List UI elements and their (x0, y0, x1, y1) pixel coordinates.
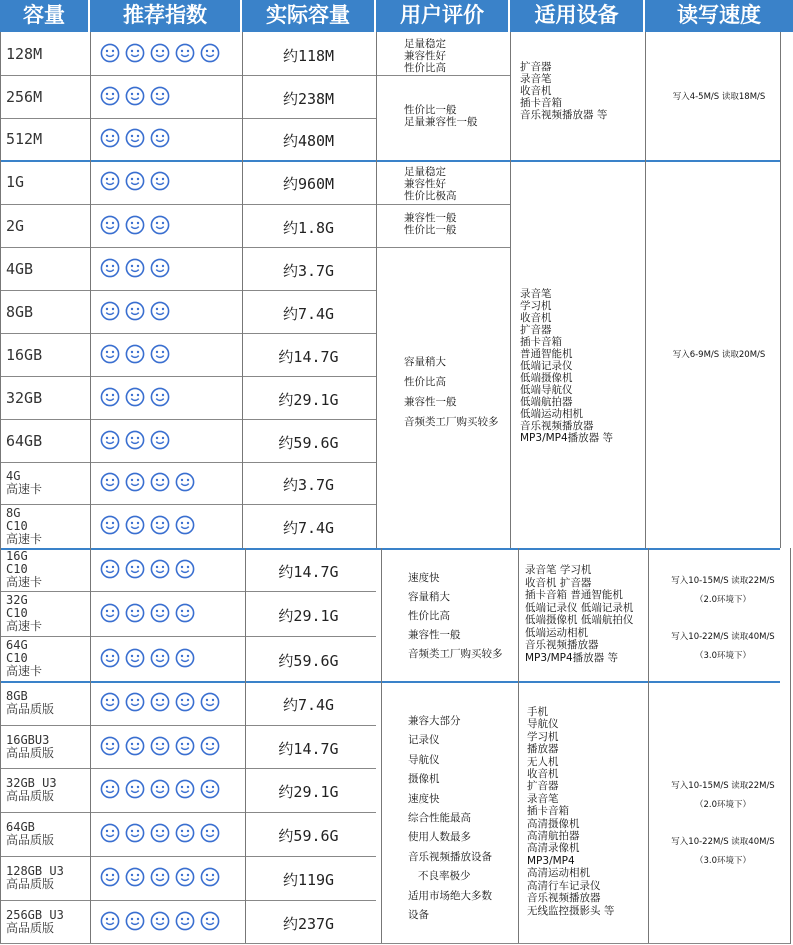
smiley-icon (150, 823, 170, 845)
actual-capacity-cell: 约14.7G (278, 347, 339, 366)
header-review: 用户评价 (376, 0, 510, 32)
smiley-icon (175, 692, 195, 714)
capacity-cell: 256M (6, 87, 43, 106)
smiley-icon (100, 692, 120, 714)
smiley-icon (175, 736, 195, 758)
column-divider (780, 32, 781, 548)
review-4g-range: 容量稍大 性价比高 兼容性一般 音频类工厂购买较多 (404, 356, 499, 428)
smiley-icon (100, 344, 120, 366)
smiley-icon (150, 911, 170, 933)
smiley-icon (200, 692, 220, 714)
smiley-icon (100, 823, 120, 845)
smiley-icon (125, 128, 145, 150)
smiley-icon (150, 301, 170, 323)
smiley-icon (175, 779, 195, 801)
smiley-icon (150, 603, 170, 625)
smiley-icon (125, 43, 145, 65)
actual-capacity-cell: 约960M (282, 175, 335, 193)
actual-capacity-cell: 约7.4G (282, 304, 335, 323)
smiley-icon (125, 301, 145, 323)
smiley-icon (150, 867, 170, 889)
speed-group-4a: 写入10-15M/S 读取22M/S (671, 781, 775, 791)
actual-capacity-cell: 约59.6G (278, 433, 339, 452)
actual-capacity-cell: 约59.6G (278, 827, 339, 845)
devices-group-2: 录音笔 学习机 收音机 扩音器 插卡音箱 普通智能机 低端记录仪 低端摄像机 低端导航仪 低端航拍器 低端运动相机 音乐视频播放器 MP3/MP4播放器 等 (520, 288, 614, 444)
rating-smileys (100, 823, 220, 845)
column-divider (0, 32, 1, 944)
rating-smileys (100, 215, 170, 237)
smiley-icon (150, 128, 170, 150)
actual-capacity-cell: 约29.1G (278, 606, 339, 625)
table-header (0, 0, 793, 32)
rating-smileys (100, 258, 170, 280)
smiley-icon (175, 43, 195, 65)
smiley-icon (200, 779, 220, 801)
smiley-icon (150, 387, 170, 409)
actual-capacity-cell: 约14.7G (278, 562, 339, 581)
actual-capacity-cell: 约118M (282, 46, 335, 65)
rating-smileys (100, 430, 170, 452)
devices-group-1: 扩音器 录音笔 收音机 插卡音箱 音乐视频播放器 等 (520, 61, 608, 121)
rating-smileys (100, 515, 195, 537)
actual-capacity-cell: 约238M (282, 89, 335, 108)
column-divider (90, 32, 91, 944)
actual-capacity-cell: 约1.8G (282, 218, 335, 237)
rating-smileys (100, 171, 170, 193)
smiley-icon (100, 387, 120, 409)
review-divider (376, 75, 510, 76)
capacity-cell: 32G C10 高速卡 (6, 593, 43, 633)
smiley-icon (125, 559, 145, 581)
smiley-icon (150, 430, 170, 452)
rating-smileys (100, 344, 170, 366)
column-divider (381, 548, 382, 944)
column-divider (645, 32, 646, 548)
smiley-icon (100, 472, 120, 494)
smiley-icon (125, 603, 145, 625)
speed-group-3a: 写入10-15M/S 读取22M/S (671, 576, 775, 586)
rating-smileys (100, 736, 220, 758)
column-divider (510, 32, 511, 548)
smiley-icon (100, 171, 120, 193)
column-divider (245, 548, 246, 944)
smiley-icon (100, 736, 120, 758)
rating-smileys (100, 911, 220, 933)
smiley-icon (125, 215, 145, 237)
smiley-icon (150, 86, 170, 108)
capacity-cell: 4G 高速卡 (6, 469, 43, 496)
row-divider (0, 812, 376, 813)
smiley-icon (100, 258, 120, 280)
capacity-cell: 2G (6, 216, 25, 235)
speed-group-4d: （3.0环境下） (694, 856, 752, 866)
review-256m: 性价比一般 足量兼容性一般 (404, 104, 478, 128)
review-divider (376, 247, 510, 248)
smiley-icon (100, 603, 120, 625)
rating-smileys (100, 387, 170, 409)
actual-capacity-cell: 约7.4G (282, 696, 335, 714)
smiley-icon (100, 648, 120, 670)
smiley-icon (200, 43, 220, 65)
rating-smileys (100, 43, 220, 65)
smiley-icon (150, 344, 170, 366)
devices-group-4: 手机 导航仪 学习机 播放器 无人机 收音机 扩音器 录音笔 插卡音箱 高清摄像机 高清航拍器 高清录像机 MP3/MP4 高清运动相机 高清行车记录仪 音乐视频播放器 无线监控摄影头 等 (527, 706, 615, 917)
smiley-icon (125, 648, 145, 670)
review-2g: 兼容性一般 性价比一般 (404, 212, 457, 236)
smiley-icon (100, 779, 120, 801)
review-high-quality: 兼容大部分 记录仪 导航仪 摄像机 速度快 综合性能最高 使用人数最多 音乐视频播放设备 不良率极少 适用市场绝大多数 设备 (408, 715, 492, 922)
smiley-icon (100, 86, 120, 108)
capacity-cell: 64G C10 高速卡 (6, 638, 43, 678)
speed-group-3d: （3.0环境下） (694, 651, 752, 661)
smiley-icon (175, 911, 195, 933)
actual-capacity-cell: 约480M (282, 132, 335, 150)
speed-group-3c: 写入10-22M/S 读取40M/S (671, 632, 775, 642)
speed-group-3b: （2.0环境下） (694, 595, 752, 605)
smiley-icon (100, 128, 120, 150)
row-divider (0, 290, 376, 291)
smiley-icon (125, 736, 145, 758)
actual-capacity-cell: 约3.7G (282, 476, 335, 494)
row-divider (0, 462, 376, 463)
smiley-icon (125, 344, 145, 366)
smiley-icon (175, 472, 195, 494)
capacity-cell: 256GB U3 高品质版 (6, 908, 64, 935)
capacity-cell: 64GB (6, 431, 43, 450)
smiley-icon (125, 258, 145, 280)
row-divider (0, 900, 376, 901)
review-1g: 足量稳定 兼容性好 性价比极高 (404, 166, 457, 202)
row-divider (0, 856, 376, 857)
smiley-icon (100, 43, 120, 65)
capacity-cell: 512M (6, 130, 43, 148)
header-actual: 实际容量 (242, 0, 376, 32)
smiley-icon (150, 43, 170, 65)
smiley-icon (175, 603, 195, 625)
rating-smileys (100, 128, 170, 150)
smiley-icon (100, 559, 120, 581)
column-divider (376, 32, 377, 548)
smiley-icon (175, 515, 195, 537)
smiley-icon (150, 515, 170, 537)
speed-group-1: 写入4-5M/S 读取18M/S (672, 92, 766, 102)
smiley-icon (100, 911, 120, 933)
capacity-cell: 32GB (6, 388, 43, 407)
smiley-icon (100, 430, 120, 452)
smiley-icon (150, 559, 170, 581)
row-divider (0, 247, 376, 248)
smiley-icon (100, 515, 120, 537)
speed-group-4b: （2.0环境下） (694, 800, 752, 810)
smiley-icon (125, 86, 145, 108)
row-divider (0, 333, 376, 334)
capacity-cell: 4GB (6, 259, 34, 278)
smiley-icon (125, 823, 145, 845)
smiley-icon (125, 779, 145, 801)
smiley-icon (150, 779, 170, 801)
row-divider (0, 591, 376, 592)
capacity-cell: 8G C10 高速卡 (6, 505, 43, 546)
smiley-icon (150, 472, 170, 494)
row-divider (0, 768, 376, 769)
rating-smileys (100, 692, 220, 714)
smiley-icon (100, 301, 120, 323)
row-divider (0, 376, 376, 377)
capacity-cell: 16G C10 高速卡 (6, 549, 43, 589)
capacity-cell: 32GB U3 高品质版 (6, 776, 57, 803)
capacity-cell: 16GB (6, 345, 43, 364)
smiley-icon (150, 692, 170, 714)
actual-capacity-cell: 约29.1G (278, 783, 339, 801)
rating-smileys (100, 472, 195, 494)
header-rating: 推荐指数 (90, 0, 242, 32)
smiley-icon (125, 430, 145, 452)
smiley-icon (125, 911, 145, 933)
row-divider (0, 725, 376, 726)
column-divider (790, 548, 791, 944)
capacity-cell: 8GB (6, 302, 34, 321)
smiley-icon (200, 736, 220, 758)
smiley-icon (125, 171, 145, 193)
header-speed: 读写速度 (645, 0, 793, 32)
row-divider (0, 75, 376, 76)
review-divider (376, 204, 510, 205)
bottom-border (0, 943, 790, 944)
smiley-icon (150, 171, 170, 193)
capacity-cell: 1G (6, 173, 25, 191)
smiley-icon (200, 867, 220, 889)
capacity-cell: 128GB U3 高品质版 (6, 864, 64, 891)
smiley-icon (150, 736, 170, 758)
section-divider (0, 681, 780, 683)
row-divider (0, 204, 376, 205)
rating-smileys (100, 779, 220, 801)
smiley-icon (125, 692, 145, 714)
actual-capacity-cell: 约3.7G (282, 261, 335, 280)
smiley-icon (100, 867, 120, 889)
header-devices: 适用设备 (510, 0, 645, 32)
row-divider (0, 636, 376, 637)
header-capacity: 容量 (0, 0, 90, 32)
column-divider (242, 32, 243, 548)
smiley-icon (150, 648, 170, 670)
smiley-icon (175, 867, 195, 889)
speed-group-2: 写入6-9M/S 读取20M/S (672, 350, 766, 360)
column-divider (518, 548, 519, 944)
capacity-cell: 128M (6, 44, 43, 63)
rating-smileys (100, 603, 195, 625)
smiley-icon (175, 823, 195, 845)
speed-group-4c: 写入10-22M/S 读取40M/S (671, 837, 775, 847)
capacity-cell: 16GBU3 高品质版 (6, 732, 55, 760)
smiley-icon (125, 472, 145, 494)
rating-smileys (100, 867, 220, 889)
devices-group-3: 录音笔 学习机 收音机 扩音器 插卡音箱 普通智能机 低端记录仪 低端记录机 低端摄像机 低端航拍仪 低端运动相机 音乐视频播放器 MP3/MP4播放器 等 (525, 564, 634, 664)
review-c10: 速度快 容量稍大 性价比高 兼容性一般 音频类工厂购买较多 (408, 572, 503, 660)
column-divider (648, 548, 649, 944)
section-divider (0, 160, 780, 162)
smiley-icon (175, 559, 195, 581)
smiley-icon (200, 911, 220, 933)
capacity-cell: 64GB 高品质版 (6, 820, 55, 847)
smiley-icon (125, 387, 145, 409)
actual-capacity-cell: 约29.1G (278, 390, 339, 409)
smiley-icon (200, 823, 220, 845)
smiley-icon (100, 215, 120, 237)
actual-capacity-cell: 约237G (282, 915, 335, 933)
capacity-cell: 8GB 高品质版 (6, 689, 55, 716)
row-divider (0, 504, 376, 505)
review-128m: 足量稳定 兼容性好 性价比高 (404, 38, 446, 74)
rating-smileys (100, 559, 195, 581)
rating-smileys (100, 86, 170, 108)
actual-capacity-cell: 约14.7G (278, 739, 339, 758)
actual-capacity-cell: 约7.4G (282, 519, 335, 537)
smiley-icon (150, 258, 170, 280)
smiley-icon (150, 215, 170, 237)
actual-capacity-cell: 约119G (282, 871, 335, 889)
rating-smileys (100, 301, 170, 323)
smiley-icon (125, 867, 145, 889)
row-divider (0, 419, 376, 420)
actual-capacity-cell: 约59.6G (278, 651, 339, 670)
smiley-icon (125, 515, 145, 537)
rating-smileys (100, 648, 195, 670)
row-divider (0, 118, 376, 119)
section-divider (0, 548, 780, 550)
smiley-icon (175, 648, 195, 670)
